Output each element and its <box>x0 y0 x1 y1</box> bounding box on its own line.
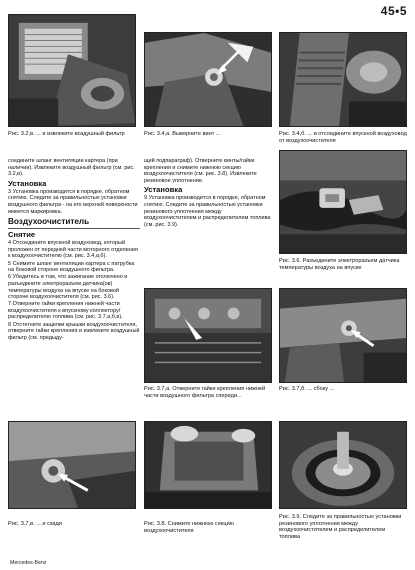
paragraph-6: 6 Убедитесь в том, что зажигание отключено и разъедините электроразъем датчика(ов) температуры воздуха на впуске на боковой стороне воздухоочистителя (см. рис. 3.6). <box>8 274 128 301</box>
paragraph-8: 8 Отстегните защелки крышки воздухоочистителя, отверните гайки крепления и извлеките воздушный фильтр (см. предыду- <box>8 321 140 341</box>
caption-fig-3-4a: Рис. 3.4,а. Выверните винт ... <box>144 131 221 137</box>
photo-disconnect-sensor <box>279 150 407 254</box>
paragraph-9: 9 Установка производится в порядке, обратном снятию. Следите за правильностью установки резинового уплотнения между воздухоочистителем и распределителем топлива (см. рис. 3.9). <box>144 195 271 228</box>
photo-air-filter-removal <box>8 14 136 127</box>
paragraph-3: 3 Установка производится в порядке, обратном снятию. Следите за правильностью установки воздушного фильтра - на его верхней поверхности имеется маркировка. <box>8 188 138 215</box>
caption-fig-3-7c: Рис. 3.7,в. ... и сзади <box>8 521 62 527</box>
paragraph-4: 4 Отсоедините впускной воздуховод, который проложен от передней части моторного отделения к воздухоочистителю (см. рис. 3.4,а,б). <box>8 240 138 260</box>
caption-fig-3-4b: Рис. 3.4,б. ... и отсоедините впускной воздуховод от воздухоочистителя <box>279 131 407 144</box>
caption-fig-3-2c: Рис. 3.2,в. ... и извлеките воздушный фильтр <box>8 131 125 137</box>
photo-rubber-seal <box>279 421 407 509</box>
middle-text-column <box>144 158 274 229</box>
paragraph-7: 7 Отверните гайки крепления нижней части воздухоочистителя к впускному коллектору/распределителю топлива (см. рис. 3.7,а,б,в). <box>8 301 123 321</box>
heading-installation-2: Установка <box>144 185 183 195</box>
paragraph-continuation: соедините шланг вентиляции картера (при наличии). Извлеките воздушный фильтр (см. рис. 3.2,в). <box>8 158 135 178</box>
heading-removal: Снятие <box>8 230 36 240</box>
caption-fig-3-6: Рис. 3.6. Разъедините электроразъем датчика температуры воздуха на впуске <box>279 258 400 271</box>
caption-fig-3-8: Рис. 3.8. Снимите нижнюю секцию воздухоочистителя <box>144 521 234 534</box>
photo-rear-nut <box>8 421 136 509</box>
photo-disconnect-intake-duct <box>279 32 407 127</box>
left-text-column <box>8 158 140 342</box>
photo-side-nut <box>279 288 407 383</box>
caption-fig-3-7b: Рис. 3.7,б. ... сбоку ... <box>279 386 335 392</box>
heading-installation: Установка <box>8 178 47 188</box>
footer-brand: Mercedes-Benz <box>10 560 47 566</box>
page-number: 45•5 <box>380 4 407 18</box>
photo-lower-section <box>144 421 272 509</box>
heading-air-cleaner: Воздухоочиститель <box>8 217 140 229</box>
paragraph-5: 5 Снимите шланг вентиляции картера с патрубка на боковой стороне воздушного фильтра. <box>8 260 135 274</box>
paragraph-continuation-2: щий подпараграф). Отверните винты/гайки крепления и снимите нижнюю секцию воздухоочистителя (см. рис. 3.8). Извлеките резиновое уплотнение. <box>144 158 257 184</box>
photo-front-nuts <box>144 288 272 383</box>
caption-fig-3-7a: Рис. 3.7,а. Отверните гайки крепления нижней части воздушного фильтра спереди... <box>144 386 266 399</box>
caption-fig-3-9: Рис. 3.9. Следите за правильностью установки резинового уплотнения между воздухоочистителем и распределителем топлива <box>279 514 402 541</box>
photo-unscrew-screw <box>144 32 272 127</box>
